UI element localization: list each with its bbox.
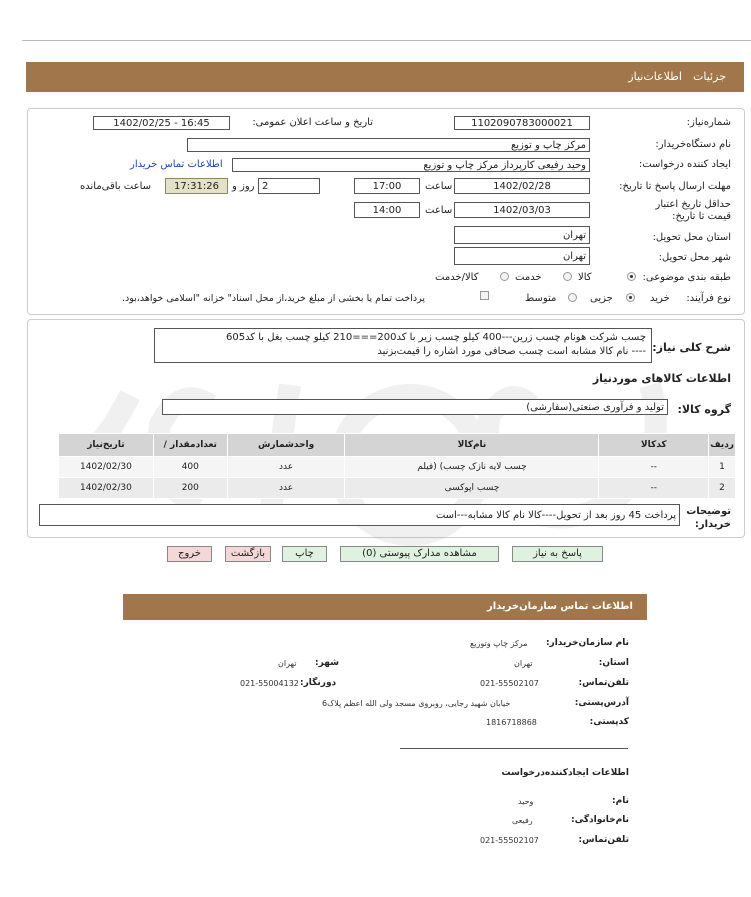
- cell-name: چسب لایه نازک چسب) (فیلم: [345, 457, 599, 478]
- phone-value: 021-55502107: [480, 679, 539, 688]
- table-row: [59, 457, 736, 478]
- summary-field: [154, 328, 652, 363]
- treasury-payment-note: پرداخت تمام یا بخشی از مبلغ خرید،از محل اسناد" خزانه "اسلامی خواهد،بود.: [122, 293, 426, 304]
- last-name-value: رفیعی: [512, 816, 533, 825]
- postal-label: کدپستی:: [589, 717, 629, 727]
- reply-button[interactable]: پاسخ به نیاز: [512, 546, 603, 562]
- validity-time-label: ساعت: [425, 205, 453, 216]
- summary-label: شرح کلی نیاز:: [652, 341, 731, 354]
- cell-unit: عدد: [227, 478, 345, 499]
- cell-name: چسب اپوکسی: [345, 478, 599, 499]
- send-date-field: 1402/02/28: [454, 178, 590, 194]
- cell-qty: 200: [153, 478, 227, 499]
- need-number-label: شماره‌نیاز:: [686, 117, 731, 128]
- category-both-radio[interactable]: [500, 272, 509, 281]
- purchase-minor-text: جزیی: [590, 293, 613, 304]
- col-row: ردیف: [709, 434, 736, 457]
- category-both-text: کالا/خدمت: [435, 272, 479, 283]
- province-label: استان محل تحویل:: [652, 232, 731, 243]
- days-field: 2: [258, 178, 320, 194]
- cell-date: 1402/02/30: [59, 457, 154, 478]
- announce-field: 1402/02/25 - 16:45: [93, 116, 230, 130]
- creator-section-title: اطلاعات ایجادکننده‌درخواست: [501, 768, 629, 778]
- days-label: روز و: [232, 181, 255, 192]
- org-name-value: مرکز چاپ وتوزیع: [470, 639, 528, 648]
- creator-field: وحید رفیعی کارپرداز مرکز چاپ و توزیع: [232, 158, 590, 172]
- creator-label: ایجاد کننده درخواست:: [638, 159, 731, 170]
- purchase-type-buy: خرید: [650, 293, 670, 304]
- back-button[interactable]: بازگشت: [225, 546, 271, 562]
- cell-date: 1402/02/30: [59, 478, 154, 499]
- cell-row: 1: [709, 457, 736, 478]
- city-label: شهر محل تحویل:: [658, 252, 731, 263]
- need-number-field: 1102090783000021: [454, 116, 590, 130]
- tab-details[interactable]: جزئیات: [693, 70, 726, 83]
- city-value-2: تهران: [278, 659, 297, 668]
- send-deadline-label: مهلت ارسال پاسخ تا تاریخ:: [619, 181, 731, 192]
- city-field: تهران: [454, 247, 590, 265]
- category-goods-radio[interactable]: [627, 272, 636, 281]
- goods-section-title: اطلاعات کالاهای موردنیاز: [592, 372, 731, 385]
- goods-group-field: تولید و فرآوری صنعتی(سفارشی): [162, 399, 668, 415]
- buyer-org-label: نام دستگاه‌خریدار:: [655, 139, 731, 150]
- province-value-2: تهران: [514, 659, 533, 668]
- cell-unit: عدد: [227, 457, 345, 478]
- col-date: تاریخ‌نیاز: [59, 434, 154, 457]
- category-service-text: خدمت: [515, 272, 542, 283]
- page-header: [26, 62, 744, 92]
- validity-date-field: 1402/03/03: [454, 202, 590, 218]
- cell-code: --: [599, 478, 709, 499]
- summary-line-1: چسب شرکت هونام چسب زرین---400 کیلو چسب زیر با کد200===210 کیلو چسب بغل با کد605: [225, 332, 646, 343]
- buyer-org-field: مرکز چاپ و توزیع: [187, 138, 590, 152]
- purchase-type-label: نوع فرآیند:: [686, 293, 731, 304]
- remaining-time: 17:31:26: [165, 178, 228, 194]
- purchase-medium-text: متوسط: [525, 293, 557, 304]
- send-time-label: ساعت: [425, 181, 453, 192]
- city-label-2: شهر:: [315, 658, 339, 668]
- announce-label: تاریخ و ساعت اعلان عمومی:: [252, 117, 373, 128]
- col-unit: واحدشمارش: [227, 434, 345, 457]
- phone-label: تلفن‌تماس:: [578, 678, 629, 688]
- col-code: کدکالا: [599, 434, 709, 457]
- print-button[interactable]: چاپ: [282, 546, 327, 562]
- buyer-notes-label: توضیحات خریدار:: [686, 506, 731, 530]
- first-name-label: نام:: [612, 796, 629, 806]
- creator-phone-label: تلفن‌تماس:: [578, 835, 629, 845]
- buyer-contact-link[interactable]: اطلاعات تماس خریدار: [130, 159, 223, 170]
- tab-need-info[interactable]: اطلاعات‌نیاز: [628, 70, 682, 83]
- fax-label: دورنگار:: [300, 678, 337, 688]
- fax-value: 021-55004132: [240, 679, 299, 688]
- summary-line-2: ---- نام کالا مشابه است چسب صحافی مورد اشاره را قیمت‌بزنید: [377, 346, 646, 357]
- goods-group-label: گروه کالا:: [677, 403, 731, 416]
- cell-row: 2: [709, 478, 736, 499]
- buyer-notes-field: پرداخت 45 روز بعد از تحویل----کالا نام کالا مشابه---است: [39, 504, 680, 526]
- province-label-2: استان:: [598, 658, 629, 668]
- postal-value: 1816718868: [486, 718, 537, 727]
- creator-phone-value: 021-55502107: [480, 836, 539, 845]
- contact-title: اطلاعات تماس سازمان‌خریدار: [486, 601, 633, 612]
- purchase-medium-radio[interactable]: [568, 293, 577, 302]
- address-value: خیابان شهید رجایی، روبروی مسجد ولی الله اعظم پلاک6: [322, 699, 511, 708]
- contact-header: [123, 594, 647, 620]
- col-qty: تعدادمقدار /: [153, 434, 227, 457]
- cell-qty: 400: [153, 457, 227, 478]
- validity-label: حداقل تاریخ اعتبار قیمت تا تاریخ:: [655, 199, 731, 222]
- validity-time-field: 14:00: [354, 202, 420, 218]
- last-name-label: نام‌خانوادگی:: [571, 815, 629, 825]
- province-field: تهران: [454, 226, 590, 244]
- attachments-button[interactable]: مشاهده مدارک پیوستی (0): [340, 546, 499, 562]
- goods-table: [58, 433, 736, 499]
- first-name-value: وحید: [518, 797, 534, 806]
- org-name-label: نام سازمان‌خریدار:: [545, 638, 629, 648]
- col-name: نام‌کالا: [345, 434, 599, 457]
- category-goods-text: کالا: [578, 272, 592, 283]
- top-divider: [22, 40, 751, 41]
- send-time-field: 17:00: [354, 178, 420, 194]
- exit-button[interactable]: خروج: [167, 546, 212, 562]
- table-row: [59, 478, 736, 499]
- cell-code: --: [599, 457, 709, 478]
- contact-divider: [400, 748, 628, 749]
- category-label: طبقه بندی موضوعی:: [642, 272, 731, 283]
- remaining-label: ساعت باقی‌مانده: [80, 181, 152, 192]
- purchase-minor-radio[interactable]: [626, 293, 635, 302]
- address-label: آدرس‌پستی:: [574, 698, 629, 708]
- category-service-radio[interactable]: [563, 272, 572, 281]
- treasury-payment-checkbox[interactable]: [480, 291, 489, 300]
